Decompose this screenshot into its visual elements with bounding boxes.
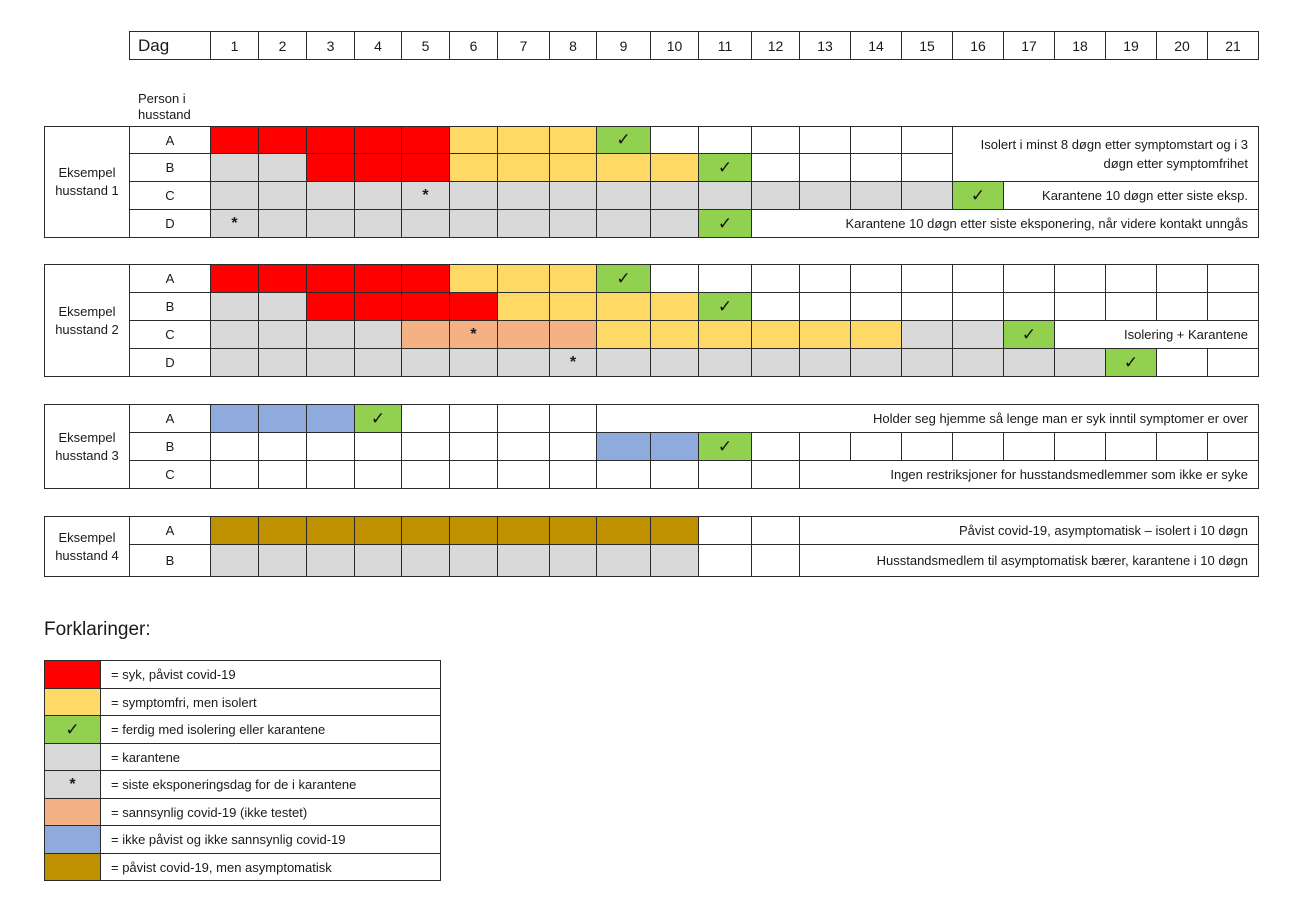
day-cell <box>698 153 752 182</box>
checkmark-icon: ✓ <box>970 185 986 205</box>
row-annotation-text: Påvist covid-19, asymptomatisk – isolert i 10 døgn <box>958 523 1248 538</box>
day-cell <box>306 460 355 489</box>
day-cell <box>258 126 307 154</box>
person-label: A <box>129 264 211 293</box>
day-cell <box>751 348 800 377</box>
day-cell <box>306 516 355 545</box>
day-cell <box>751 516 800 545</box>
example-household-text: Eksempel husstand 4 <box>55 529 119 563</box>
day-cell <box>401 209 450 238</box>
day-cell <box>1003 348 1055 377</box>
day-cell <box>354 404 402 433</box>
day-cell <box>650 460 699 489</box>
day-cell <box>799 153 851 182</box>
day-cell <box>952 432 1004 461</box>
day-cell <box>901 320 953 349</box>
day-cell <box>549 320 597 349</box>
day-cell <box>449 292 498 321</box>
day-cell <box>549 292 597 321</box>
day-cell <box>449 516 498 545</box>
day-header-label: Dag <box>129 31 211 60</box>
person-label: B <box>129 292 211 321</box>
day-cell <box>258 153 307 182</box>
day-header-1: 1 <box>210 31 259 60</box>
day-cell <box>449 460 498 489</box>
row-annotation <box>799 460 1259 489</box>
day-cell <box>799 320 851 349</box>
day-cell <box>901 348 953 377</box>
row-annotation <box>1054 320 1259 349</box>
day-cell <box>650 544 699 577</box>
day-cell <box>596 432 651 461</box>
day-cell <box>258 181 307 210</box>
day-cell <box>596 544 651 577</box>
day-cell <box>751 320 800 349</box>
day-cell <box>751 544 800 577</box>
day-cell <box>596 320 651 349</box>
day-cell <box>354 516 402 545</box>
day-cell <box>596 209 651 238</box>
day-header-8: 8 <box>549 31 597 60</box>
person-label: A <box>129 126 211 154</box>
day-header-17: 17 <box>1003 31 1055 60</box>
day-cell <box>354 432 402 461</box>
example-household-text: Eksempel husstand 1 <box>55 165 119 198</box>
day-cell <box>650 126 699 154</box>
day-cell <box>596 292 651 321</box>
checkmark-icon: ✓ <box>616 268 631 288</box>
day-cell <box>1003 292 1055 321</box>
day-cell <box>549 460 597 489</box>
day-cell <box>650 153 699 182</box>
day-cell <box>698 264 752 293</box>
day-cell <box>952 264 1004 293</box>
legend-label: = syk, påvist covid-19 <box>100 660 441 689</box>
checkmark-icon: ✓ <box>717 436 733 456</box>
day-cell <box>401 153 450 182</box>
day-cell <box>901 181 953 210</box>
day-cell <box>799 348 851 377</box>
row-annotation-text: Isolert i minst 8 døgn etter symptomstart og i 3 døgn etter symptomfrihet <box>980 137 1248 171</box>
day-cell <box>210 181 259 210</box>
day-cell <box>901 292 953 321</box>
day-cell <box>1207 348 1259 377</box>
day-cell <box>497 348 550 377</box>
legend-label: = sannsynlig covid-19 (ikke testet) <box>100 798 441 826</box>
day-cell <box>698 460 752 489</box>
legend-swatch <box>44 743 101 771</box>
day-cell <box>497 153 550 182</box>
day-cell <box>354 544 402 577</box>
asterisk-icon: * <box>569 353 577 371</box>
asterisk-icon: * <box>470 325 477 343</box>
day-cell <box>306 348 355 377</box>
day-cell <box>449 404 498 433</box>
day-cell <box>449 264 498 293</box>
day-cell <box>850 126 902 154</box>
day-cell <box>306 126 355 154</box>
day-cell <box>449 126 498 154</box>
day-cell <box>401 348 450 377</box>
day-cell <box>799 181 851 210</box>
example-household-label <box>44 516 130 577</box>
day-cell <box>596 460 651 489</box>
day-header-5: 5 <box>401 31 450 60</box>
day-header-21: 21 <box>1207 31 1259 60</box>
asterisk-icon: * <box>69 775 76 793</box>
day-cell <box>850 264 902 293</box>
day-cell <box>497 432 550 461</box>
day-header-9: 9 <box>596 31 651 60</box>
day-cell <box>306 292 355 321</box>
day-cell <box>401 126 450 154</box>
legend-label: = ferdig med isolering eller karantene <box>100 715 441 744</box>
day-cell <box>901 264 953 293</box>
day-cell <box>1207 264 1259 293</box>
day-cell <box>698 209 752 238</box>
example-household-text: Eksempel husstand 3 <box>55 429 119 463</box>
day-cell <box>799 264 851 293</box>
day-cell <box>449 544 498 577</box>
day-cell <box>258 320 307 349</box>
day-cell <box>401 460 450 489</box>
day-cell <box>449 153 498 182</box>
row-annotation-text: Husstandsmedlem til asymptomatisk bærer, karantene i 10 døgn <box>876 553 1248 568</box>
person-label: B <box>129 432 211 461</box>
day-cell <box>210 126 259 154</box>
day-cell <box>698 126 752 154</box>
day-cell <box>596 181 651 210</box>
day-cell <box>698 432 752 461</box>
day-cell <box>549 126 597 154</box>
day-header-16: 16 <box>952 31 1004 60</box>
day-cell <box>258 516 307 545</box>
day-cell <box>497 516 550 545</box>
day-header-4: 4 <box>354 31 402 60</box>
legend-label: = symptomfri, men isolert <box>100 688 441 716</box>
day-cell <box>698 320 752 349</box>
day-cell <box>549 432 597 461</box>
legend-swatch <box>44 660 101 689</box>
day-cell <box>952 348 1004 377</box>
day-cell <box>1054 264 1106 293</box>
day-cell <box>751 264 800 293</box>
row-annotation-text: Isolering + Karantene <box>1124 327 1248 342</box>
asterisk-icon: * <box>231 214 238 232</box>
day-cell <box>401 320 450 349</box>
legend-title: Forklaringer: <box>44 619 151 640</box>
day-cell <box>549 516 597 545</box>
day-cell <box>1105 348 1157 377</box>
day-cell <box>258 432 307 461</box>
row-annotation <box>952 126 1259 182</box>
day-cell <box>210 209 259 238</box>
legend-swatch <box>44 770 101 799</box>
day-cell <box>354 181 402 210</box>
day-cell <box>210 516 259 545</box>
day-cell <box>306 209 355 238</box>
row-annotation <box>799 516 1259 545</box>
legend-swatch <box>44 798 101 826</box>
day-cell <box>306 432 355 461</box>
person-label: B <box>129 153 211 182</box>
day-cell <box>210 320 259 349</box>
legend-label: = siste eksponeringsdag for de i karantene <box>100 770 441 799</box>
day-cell <box>354 153 402 182</box>
day-cell <box>549 153 597 182</box>
day-cell <box>306 153 355 182</box>
day-cell <box>952 181 1004 210</box>
day-cell <box>596 516 651 545</box>
day-cell <box>497 292 550 321</box>
day-cell <box>901 432 953 461</box>
day-cell <box>401 404 450 433</box>
row-annotation <box>751 209 1259 238</box>
day-cell <box>497 404 550 433</box>
day-header-15: 15 <box>901 31 953 60</box>
day-cell <box>698 544 752 577</box>
day-cell <box>549 181 597 210</box>
day-cell <box>354 292 402 321</box>
row-annotation <box>1003 181 1259 210</box>
day-cell <box>1003 320 1055 349</box>
day-cell <box>549 544 597 577</box>
day-header-13: 13 <box>799 31 851 60</box>
day-cell <box>258 348 307 377</box>
day-cell <box>401 432 450 461</box>
example-household-label <box>44 126 130 238</box>
day-cell <box>698 181 752 210</box>
day-cell <box>497 181 550 210</box>
day-cell <box>850 292 902 321</box>
row-annotation-text: Karantene 10 døgn etter siste eksp. <box>1042 188 1248 203</box>
person-label: D <box>129 348 211 377</box>
day-cell <box>1156 264 1208 293</box>
day-cell <box>650 181 699 210</box>
legend-swatch <box>44 825 101 854</box>
day-cell <box>449 432 498 461</box>
day-cell <box>596 126 651 154</box>
row-annotation-text: Holder seg hjemme så lenge man er syk inntil symptomer er over <box>873 411 1248 426</box>
day-header-7: 7 <box>497 31 550 60</box>
person-label: D <box>129 209 211 238</box>
day-cell <box>799 432 851 461</box>
day-cell <box>751 181 800 210</box>
day-cell <box>1105 292 1157 321</box>
day-header-6: 6 <box>449 31 498 60</box>
day-cell <box>449 348 498 377</box>
person-label: A <box>129 404 211 433</box>
day-cell <box>596 264 651 293</box>
day-header-14: 14 <box>850 31 902 60</box>
checkmark-icon: ✓ <box>1021 324 1037 344</box>
legend-swatch <box>44 853 101 881</box>
checkmark-icon: ✓ <box>717 213 733 233</box>
day-cell <box>497 126 550 154</box>
day-cell <box>210 404 259 433</box>
day-cell <box>596 348 651 377</box>
row-annotation-text: Ingen restriksjoner for husstandsmedlemmer som ikke er syke <box>890 467 1248 482</box>
day-cell <box>799 126 851 154</box>
day-cell <box>306 181 355 210</box>
day-cell <box>210 153 259 182</box>
day-cell <box>497 460 550 489</box>
day-cell <box>354 460 402 489</box>
day-cell <box>306 544 355 577</box>
example-household-label <box>44 264 130 377</box>
legend-label: = ikke påvist og ikke sannsynlig covid-19 <box>100 825 441 854</box>
checkmark-icon: ✓ <box>65 719 80 739</box>
legend-label: = karantene <box>100 743 441 771</box>
person-label: C <box>129 320 211 349</box>
day-cell <box>1054 348 1106 377</box>
day-cell <box>751 126 800 154</box>
checkmark-icon: ✓ <box>1123 352 1139 372</box>
day-cell <box>306 264 355 293</box>
day-cell <box>850 348 902 377</box>
checkmark-icon: ✓ <box>717 296 733 316</box>
checkmark-icon: ✓ <box>717 157 733 177</box>
person-column-label: Person i husstand <box>138 91 191 122</box>
day-cell <box>210 460 259 489</box>
checkmark-icon: ✓ <box>370 408 386 428</box>
person-label: A <box>129 516 211 545</box>
day-header-10: 10 <box>650 31 699 60</box>
day-cell <box>210 292 259 321</box>
day-cell <box>650 516 699 545</box>
day-cell <box>596 153 651 182</box>
day-cell <box>650 320 699 349</box>
day-cell <box>258 264 307 293</box>
legend-swatch <box>44 715 101 744</box>
asterisk-icon: * <box>422 186 429 204</box>
day-cell <box>650 432 699 461</box>
checkmark-icon: ✓ <box>616 130 631 149</box>
day-cell <box>210 544 259 577</box>
legend-label: = påvist covid-19, men asymptomatisk <box>100 853 441 881</box>
person-label: C <box>129 460 211 489</box>
day-cell <box>354 209 402 238</box>
day-header-19: 19 <box>1105 31 1157 60</box>
day-cell <box>401 516 450 545</box>
day-cell <box>497 264 550 293</box>
day-cell <box>354 264 402 293</box>
day-cell <box>751 432 800 461</box>
day-cell <box>1105 264 1157 293</box>
day-cell <box>751 153 800 182</box>
day-cell <box>1156 292 1208 321</box>
day-cell <box>497 209 550 238</box>
day-cell <box>952 292 1004 321</box>
day-cell <box>1003 264 1055 293</box>
day-cell <box>1054 432 1106 461</box>
day-cell <box>751 292 800 321</box>
day-cell <box>650 292 699 321</box>
day-cell <box>952 320 1004 349</box>
day-cell <box>1207 432 1259 461</box>
day-cell <box>401 292 450 321</box>
day-cell <box>549 209 597 238</box>
day-cell <box>650 348 699 377</box>
day-cell <box>698 348 752 377</box>
day-cell <box>1054 292 1106 321</box>
day-cell <box>354 320 402 349</box>
day-header-12: 12 <box>751 31 800 60</box>
day-header-20: 20 <box>1156 31 1208 60</box>
row-annotation <box>596 404 1259 433</box>
day-cell <box>449 320 498 349</box>
day-cell <box>850 153 902 182</box>
day-cell <box>401 264 450 293</box>
day-header-11: 11 <box>698 31 752 60</box>
row-annotation-text: Karantene 10 døgn etter siste eksponering, når videre kontakt unngås <box>845 216 1248 231</box>
day-cell <box>210 432 259 461</box>
day-cell <box>306 404 355 433</box>
person-label: C <box>129 181 211 210</box>
day-cell <box>210 348 259 377</box>
day-cell <box>449 181 498 210</box>
day-cell <box>549 404 597 433</box>
day-cell <box>354 126 402 154</box>
person-label: B <box>129 544 211 577</box>
day-cell <box>258 292 307 321</box>
day-cell <box>549 348 597 377</box>
day-cell <box>1156 348 1208 377</box>
day-cell <box>354 348 402 377</box>
day-cell <box>210 264 259 293</box>
day-cell <box>650 264 699 293</box>
day-cell <box>850 181 902 210</box>
day-header-2: 2 <box>258 31 307 60</box>
day-cell <box>449 209 498 238</box>
day-cell <box>799 292 851 321</box>
day-cell <box>850 432 902 461</box>
day-cell <box>650 209 699 238</box>
day-cell <box>497 320 550 349</box>
day-cell <box>1207 292 1259 321</box>
legend-swatch <box>44 688 101 716</box>
day-cell <box>258 209 307 238</box>
day-cell <box>901 153 953 182</box>
day-cell <box>698 292 752 321</box>
day-cell <box>306 320 355 349</box>
day-cell <box>1105 432 1157 461</box>
day-cell <box>850 320 902 349</box>
day-cell <box>258 404 307 433</box>
day-cell <box>258 544 307 577</box>
day-cell <box>549 264 597 293</box>
day-cell <box>1156 432 1208 461</box>
day-cell <box>401 544 450 577</box>
day-header-18: 18 <box>1054 31 1106 60</box>
example-household-label <box>44 404 130 489</box>
example-household-text: Eksempel husstand 2 <box>55 303 119 337</box>
day-cell <box>401 181 450 210</box>
day-cell <box>751 460 800 489</box>
day-header-3: 3 <box>306 31 355 60</box>
day-cell <box>901 126 953 154</box>
day-cell <box>497 544 550 577</box>
day-cell <box>1003 432 1055 461</box>
day-cell <box>698 516 752 545</box>
row-annotation <box>799 544 1259 577</box>
day-cell <box>258 460 307 489</box>
